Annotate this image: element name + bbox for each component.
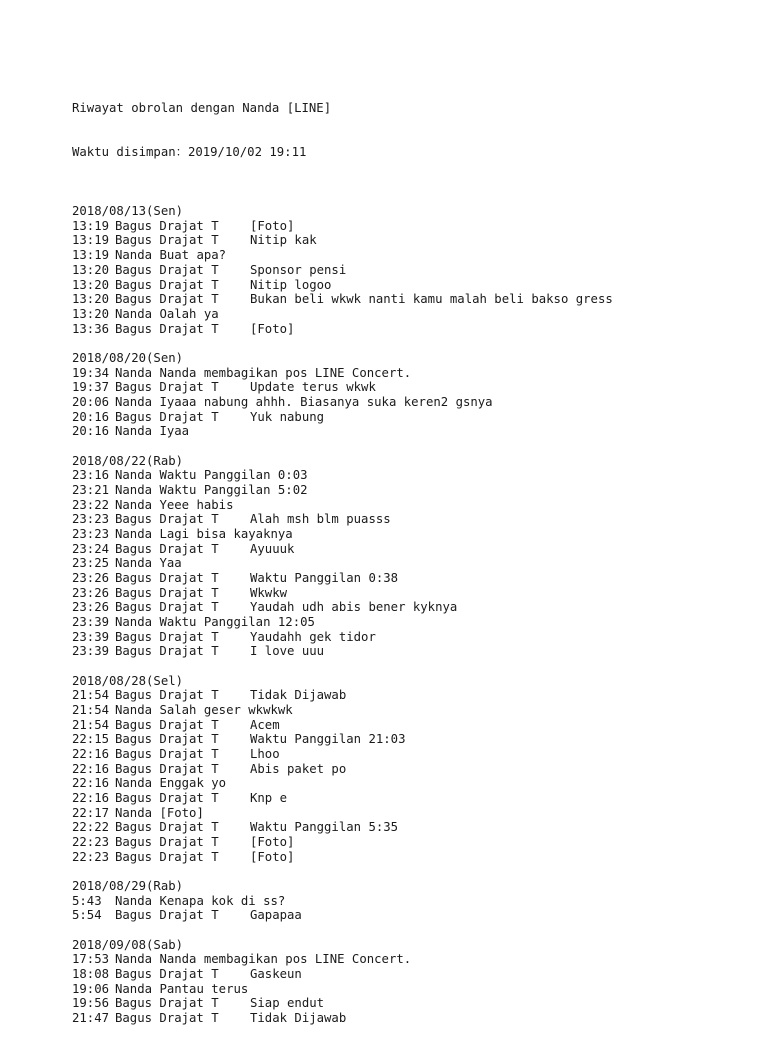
message-sender: Nanda bbox=[115, 981, 153, 996]
message-sender: Bagus Drajat T bbox=[115, 835, 219, 850]
message-sender: Bagus Drajat T bbox=[115, 409, 219, 424]
message-text: Tidak Dijawab bbox=[250, 1011, 347, 1026]
message-line bbox=[72, 791, 752, 806]
message-sender: Bagus Drajat T bbox=[115, 717, 219, 732]
message-line bbox=[72, 688, 752, 703]
message-text: Salah geser wkwkwk bbox=[159, 702, 293, 717]
message-time: 13:19 bbox=[72, 233, 110, 248]
message-text: Wkwkw bbox=[250, 585, 288, 600]
message-sender: Bagus Drajat T bbox=[115, 218, 219, 233]
chat-history-document bbox=[72, 72, 752, 1040]
message-time: 22:23 bbox=[72, 849, 110, 864]
message-line bbox=[72, 747, 752, 762]
message-sender: Nanda bbox=[115, 893, 153, 908]
message-sender: Bagus Drajat T bbox=[115, 292, 219, 307]
message-time: 22:17 bbox=[72, 805, 110, 820]
message-line bbox=[72, 233, 752, 248]
message-time: 22:16 bbox=[72, 747, 110, 761]
day-section bbox=[72, 674, 752, 865]
chat-days bbox=[72, 189, 752, 1025]
message-text: Waktu Panggilan 5:02 bbox=[159, 482, 308, 497]
message-text: Yeee habis bbox=[159, 497, 234, 512]
message-text: Yaudahh gek tidor bbox=[250, 629, 376, 644]
message-line bbox=[72, 586, 752, 601]
message-text: Alah msh blm puasss bbox=[250, 512, 391, 527]
message-sender: Nanda bbox=[115, 497, 153, 512]
message-time: 21:47 bbox=[72, 1011, 110, 1026]
message-line bbox=[72, 850, 752, 865]
message-time: 23:26 bbox=[72, 600, 110, 615]
message-time: 13:20 bbox=[72, 292, 110, 307]
message-sender: Bagus Drajat T bbox=[115, 996, 219, 1011]
message-time: 22:16 bbox=[72, 776, 110, 791]
message-time: 23:16 bbox=[72, 468, 110, 483]
day-section bbox=[72, 204, 752, 336]
message-time: 22:22 bbox=[72, 820, 110, 835]
message-text: Waktu Panggilan 5:35 bbox=[250, 820, 399, 835]
message-sender: Bagus Drajat T bbox=[115, 512, 219, 527]
message-line bbox=[72, 835, 752, 850]
message-line bbox=[72, 952, 752, 967]
spacer bbox=[72, 923, 752, 938]
message-text: Ayuuuk bbox=[250, 541, 295, 556]
message-line bbox=[72, 806, 752, 821]
message-sender: Bagus Drajat T bbox=[115, 585, 219, 600]
message-sender: Nanda bbox=[115, 468, 153, 483]
message-line bbox=[72, 263, 752, 278]
message-time: 20:06 bbox=[72, 394, 110, 409]
day-date-header: 2018/08/29(Rab) bbox=[72, 879, 184, 894]
message-sender: Bagus Drajat T bbox=[115, 262, 219, 277]
message-text: Waktu Panggilan 21:03 bbox=[250, 732, 406, 747]
day-date-header: 2018/08/28(Sel) bbox=[72, 673, 184, 688]
day-section bbox=[72, 879, 752, 923]
spacer bbox=[72, 189, 752, 204]
message-sender: Bagus Drajat T bbox=[115, 380, 219, 395]
message-sender: Bagus Drajat T bbox=[115, 1011, 219, 1026]
day-section bbox=[72, 454, 752, 659]
message-time: 17:53 bbox=[72, 952, 110, 967]
message-time: 23:23 bbox=[72, 526, 110, 541]
message-text: Lagi bisa kayaknya bbox=[159, 526, 293, 541]
message-text: Update terus wkwk bbox=[250, 380, 376, 395]
message-text: Enggak yo bbox=[159, 776, 227, 791]
message-time: 21:54 bbox=[72, 688, 110, 703]
message-text: Yaa bbox=[159, 556, 182, 571]
spacer bbox=[72, 439, 752, 454]
message-line bbox=[72, 424, 752, 439]
message-line bbox=[72, 527, 752, 542]
message-line bbox=[72, 615, 752, 630]
spacer bbox=[72, 864, 752, 879]
day-date-header: 2018/08/20(Sen) bbox=[72, 350, 184, 365]
document-title: Riwayat obrolan dengan Nanda [LINE] bbox=[72, 101, 332, 116]
message-sender: Nanda bbox=[115, 776, 153, 791]
message-line bbox=[72, 395, 752, 410]
message-text: Acem bbox=[250, 717, 280, 732]
message-text: Knp e bbox=[250, 791, 288, 806]
message-time: 22:15 bbox=[72, 732, 110, 747]
message-text: Tidak Dijawab bbox=[250, 688, 347, 703]
message-line bbox=[72, 703, 752, 718]
message-line bbox=[72, 820, 752, 835]
message-line bbox=[72, 498, 752, 513]
message-line bbox=[72, 894, 752, 909]
message-line bbox=[72, 982, 752, 997]
message-line bbox=[72, 762, 752, 777]
message-line bbox=[72, 556, 752, 571]
message-line bbox=[72, 644, 752, 659]
message-sender: Nanda bbox=[115, 526, 153, 541]
message-sender: Nanda bbox=[115, 248, 153, 263]
saved-timestamp: Waktu disimpan：2019/10/02 19:11 bbox=[72, 145, 307, 160]
message-time: 23:39 bbox=[72, 614, 110, 629]
message-time: 21:54 bbox=[72, 702, 110, 717]
message-time: 13:20 bbox=[72, 306, 110, 321]
message-time: 22:23 bbox=[72, 835, 110, 850]
message-line bbox=[72, 483, 752, 498]
message-sender: Bagus Drajat T bbox=[115, 732, 219, 747]
message-sender: Bagus Drajat T bbox=[115, 321, 219, 336]
message-sender: Nanda bbox=[115, 614, 153, 629]
message-sender: Bagus Drajat T bbox=[115, 967, 219, 982]
message-sender: Bagus Drajat T bbox=[115, 541, 219, 556]
message-sender: Nanda bbox=[115, 306, 153, 321]
day-date-header: 2018/08/22(Rab) bbox=[72, 453, 184, 468]
message-line bbox=[72, 996, 752, 1011]
message-sender: Bagus Drajat T bbox=[115, 233, 219, 248]
message-sender: Bagus Drajat T bbox=[115, 849, 219, 864]
message-line bbox=[72, 366, 752, 381]
message-sender: Bagus Drajat T bbox=[115, 688, 219, 703]
message-text: Nitip kak bbox=[250, 233, 317, 248]
message-text: Iyaaa nabung ahhh. Biasanya suka keren2 gsnya bbox=[159, 394, 493, 409]
message-time: 23:26 bbox=[72, 570, 110, 585]
message-line bbox=[72, 732, 752, 747]
message-time: 13:36 bbox=[72, 321, 110, 336]
message-text: Waktu Panggilan 0:38 bbox=[250, 570, 399, 585]
message-sender: Bagus Drajat T bbox=[115, 747, 219, 761]
message-text: Abis paket po bbox=[250, 761, 347, 776]
message-sender: Bagus Drajat T bbox=[115, 820, 219, 835]
message-text: Oalah ya bbox=[159, 306, 219, 321]
message-sender: Bagus Drajat T bbox=[115, 600, 219, 615]
message-text: Sponsor pensi bbox=[250, 262, 347, 277]
message-time: 23:26 bbox=[72, 585, 110, 600]
message-text: Waktu Panggilan 12:05 bbox=[159, 614, 315, 629]
message-sender: Nanda bbox=[115, 424, 153, 439]
spacer bbox=[72, 336, 752, 351]
message-line bbox=[72, 292, 752, 307]
message-text: Nitip logoo bbox=[250, 277, 332, 292]
message-line bbox=[72, 630, 752, 645]
message-line bbox=[72, 908, 752, 923]
message-text: Nanda membagikan pos LINE Concert. bbox=[159, 365, 412, 380]
day-section bbox=[72, 351, 752, 439]
day-date-header: 2018/08/13(Sen) bbox=[72, 204, 184, 219]
message-sender: Nanda bbox=[115, 556, 153, 571]
spacer bbox=[72, 659, 752, 674]
message-line bbox=[72, 512, 752, 527]
message-text: Buat apa? bbox=[159, 248, 227, 263]
message-time: 13:20 bbox=[72, 277, 110, 292]
message-sender: Nanda bbox=[115, 805, 153, 820]
message-text: Yaudah udh abis bener kyknya bbox=[250, 600, 458, 615]
day-date-header: 2018/09/08(Sab) bbox=[72, 937, 184, 952]
message-time: 13:19 bbox=[72, 218, 110, 233]
message-sender: Bagus Drajat T bbox=[115, 629, 219, 644]
message-text: Iyaa bbox=[159, 424, 190, 439]
message-sender: Bagus Drajat T bbox=[115, 761, 219, 776]
message-line bbox=[72, 600, 752, 615]
message-text: Waktu Panggilan 0:03 bbox=[159, 468, 308, 483]
message-text: Nanda membagikan pos LINE Concert. bbox=[159, 952, 412, 967]
message-text: [Foto] bbox=[159, 805, 204, 820]
message-time: 23:24 bbox=[72, 541, 110, 556]
message-time: 23:39 bbox=[72, 644, 110, 659]
message-line bbox=[72, 776, 752, 791]
message-line bbox=[72, 468, 752, 483]
message-time: 22:16 bbox=[72, 761, 110, 776]
message-line bbox=[72, 410, 752, 425]
message-line bbox=[72, 322, 752, 337]
message-sender: Bagus Drajat T bbox=[115, 277, 219, 292]
message-text: Gaskeun bbox=[250, 967, 302, 982]
message-time: 23:23 bbox=[72, 512, 110, 527]
message-time: 22:16 bbox=[72, 791, 110, 806]
message-text: [Foto] bbox=[250, 835, 295, 850]
message-sender: Bagus Drajat T bbox=[115, 570, 219, 585]
message-sender: Nanda bbox=[115, 702, 153, 717]
message-line bbox=[72, 307, 752, 322]
message-time: 5:43 bbox=[72, 893, 102, 908]
message-line bbox=[72, 718, 752, 733]
message-text: [Foto] bbox=[250, 849, 295, 864]
message-time: 23:25 bbox=[72, 556, 110, 571]
message-time: 13:19 bbox=[72, 248, 110, 263]
message-sender: Bagus Drajat T bbox=[115, 644, 219, 659]
message-time: 23:22 bbox=[72, 497, 110, 512]
message-line bbox=[72, 380, 752, 395]
message-sender: Nanda bbox=[115, 394, 153, 409]
message-time: 19:34 bbox=[72, 365, 110, 380]
message-text: Gapapaa bbox=[250, 908, 302, 923]
message-text: [Foto] bbox=[250, 218, 295, 233]
message-line bbox=[72, 248, 752, 263]
message-sender: Nanda bbox=[115, 482, 153, 497]
message-text: Yuk nabung bbox=[250, 409, 325, 424]
message-text: Kenapa kok di ss? bbox=[159, 893, 286, 908]
message-time: 20:16 bbox=[72, 409, 110, 424]
message-time: 19:56 bbox=[72, 996, 110, 1011]
message-time: 19:06 bbox=[72, 981, 110, 996]
message-sender: Nanda bbox=[115, 952, 153, 967]
message-line bbox=[72, 219, 752, 234]
message-line bbox=[72, 967, 752, 982]
message-text: Lhoo bbox=[250, 747, 280, 761]
message-text: [Foto] bbox=[250, 321, 295, 336]
message-time: 13:20 bbox=[72, 262, 110, 277]
message-text: Siap endut bbox=[250, 996, 325, 1011]
day-section bbox=[72, 938, 752, 1026]
message-time: 23:21 bbox=[72, 482, 110, 497]
message-time: 21:54 bbox=[72, 717, 110, 732]
message-line bbox=[72, 571, 752, 586]
message-time: 18:08 bbox=[72, 967, 110, 982]
message-sender: Bagus Drajat T bbox=[115, 908, 219, 923]
message-line bbox=[72, 542, 752, 557]
message-time: 5:54 bbox=[72, 908, 102, 923]
message-sender: Nanda bbox=[115, 365, 153, 380]
message-time: 20:16 bbox=[72, 424, 110, 439]
message-time: 19:37 bbox=[72, 380, 110, 395]
message-sender: Bagus Drajat T bbox=[115, 791, 219, 806]
message-text: Bukan beli wkwk nanti kamu malah beli bakso gress bbox=[250, 292, 613, 307]
message-text: I love uuu bbox=[250, 644, 325, 659]
message-time: 23:39 bbox=[72, 629, 110, 644]
message-text: Pantau terus bbox=[159, 981, 249, 996]
message-line bbox=[72, 278, 752, 293]
